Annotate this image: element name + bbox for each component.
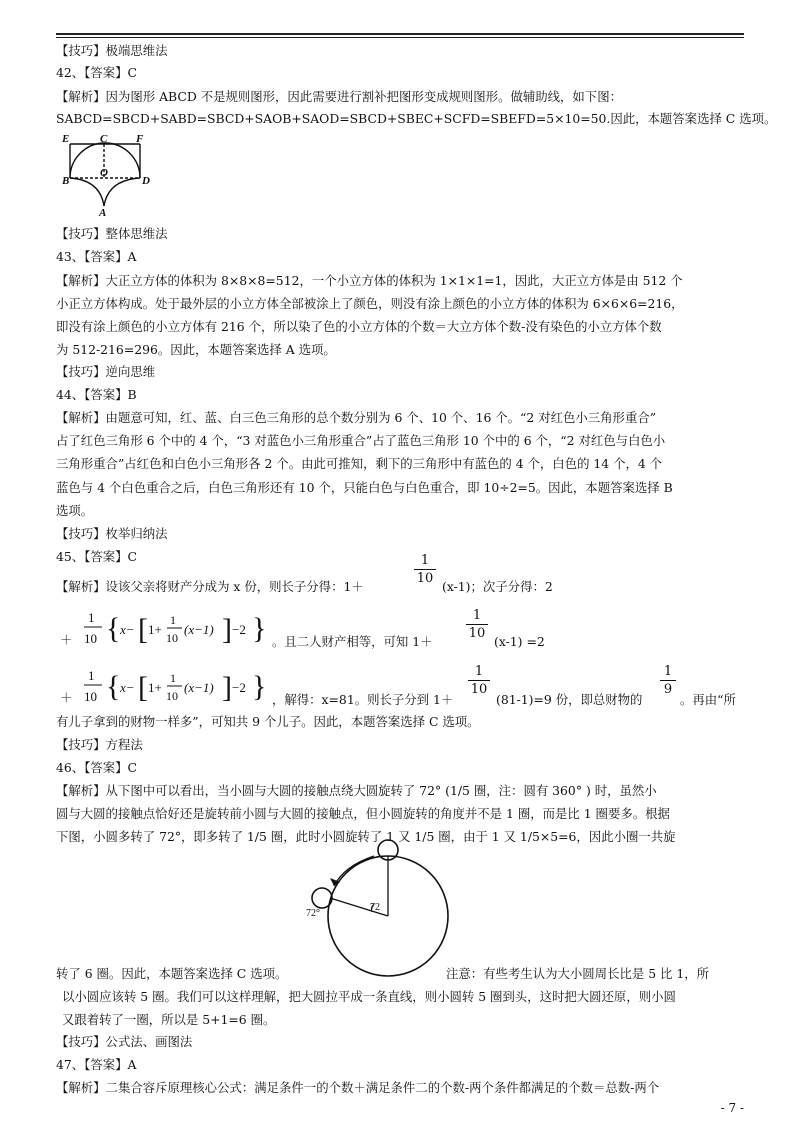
arc-left bbox=[70, 178, 104, 206]
label-f: F bbox=[136, 133, 144, 145]
analysis-line: 为 512-216=296。因此，本题答案选择 A 选项。 bbox=[56, 342, 336, 357]
expr-minus-2: −2 bbox=[232, 680, 246, 695]
expr-inner-den: 10 bbox=[166, 631, 178, 645]
label-c: C bbox=[100, 133, 108, 145]
analysis-line: 【解析】大正立方体的体积为 8×8×8=512，一个小立方体的体积为 1×1×1=1，因此，大正立方体是由 512 个 bbox=[56, 273, 683, 288]
answer-line: 47、【答案】A bbox=[56, 1057, 137, 1072]
analysis-line: 圆与大圆的接触点恰好还是旋转前小圆与大圆的接触点，但小圆旋转的角度并不是 1 圈，而是比 1 圈要多。根据 bbox=[56, 806, 670, 821]
expr-frac-den: 10 bbox=[84, 631, 97, 646]
plus-sign: ＋ bbox=[60, 690, 73, 705]
tip-line: 【技巧】极端思维法 bbox=[56, 43, 168, 58]
expr-one-plus: 1+ bbox=[148, 622, 162, 637]
analysis-text: (81-1)=9 份，即总财物的 bbox=[496, 692, 643, 707]
answer-line: 46、【答案】C bbox=[56, 760, 138, 775]
label-d: D bbox=[142, 175, 150, 187]
analysis-line: 有儿子拿到的财物一样多”，可知共 9 个儿子。因此，本题答案选择 C 选项。 bbox=[56, 714, 480, 729]
answer-line: 45、【答案】C bbox=[56, 549, 138, 564]
analysis-line: 又跟着转了一圈，所以是 5+1=6 圈。 bbox=[62, 1012, 276, 1027]
bracket-right: ] bbox=[222, 671, 232, 704]
brace-right: } bbox=[252, 612, 267, 645]
expr-inner-num: 1 bbox=[170, 671, 176, 685]
analysis-line: 蓝色与 4 个白色重合之后，白色三角形还有 10 个，只能白色与白色重合，即 10÷2=5。因此，本题答案选择 B bbox=[56, 480, 673, 495]
analysis-line: 即没有涂上颜色的小立方体有 216 个，所以染了色的小立方体的个数＝大立方体个数-没有染色的小立方体个数 bbox=[56, 319, 662, 334]
expr-minus-2: −2 bbox=[232, 622, 246, 637]
analysis-line: 【解析】因为图形 ABCD 不是规则图形，因此需要进行割补把图形变成规则图形。做辅助线，如下图： bbox=[56, 89, 622, 104]
plus-sign: ＋ bbox=[60, 632, 73, 647]
label-a: A bbox=[99, 207, 107, 216]
figure-abcd-diagram bbox=[62, 132, 158, 216]
analysis-line: 【解析】设该父亲将财产分成为 x 份，则长子分得：1＋ bbox=[56, 579, 364, 594]
analysis-line: SABCD=SBCD+SABD=SBCD+SAOB+SAOD=SBCD+SBEC+SCFD=SBEFD=5×10=50.因此，本题答案选择 C 选项。 bbox=[56, 111, 777, 126]
brace-left: { bbox=[106, 612, 121, 645]
brace-right: } bbox=[252, 670, 267, 703]
figure-circle-rotation bbox=[300, 838, 460, 980]
analysis-line: 下图，小圆多转了 72°，即多转了 1/5 圈，此时小圆旋转了 1 又 1/5 圈，由于 1 又 1/5×5=6，因此小圈一共旋 bbox=[56, 829, 676, 844]
tip-line: 【技巧】逆向思维 bbox=[56, 364, 156, 379]
tip-line: 【技巧】方程法 bbox=[56, 737, 143, 752]
expr-x-minus: x− bbox=[120, 622, 135, 637]
analysis-line: 【解析】从下图中可以看出，当小圆与大圆的接触点绕大圆旋转了 72° (1/5 圈，注：圆有 360° ) 时，虽然小 bbox=[56, 783, 657, 798]
analysis-line: 选项。 bbox=[56, 503, 94, 518]
header-rule-thin bbox=[56, 37, 744, 38]
brace-left: { bbox=[106, 670, 121, 703]
answer-line: 42、【答案】C bbox=[56, 65, 138, 80]
expr-one-plus: 1+ bbox=[148, 680, 162, 695]
tip-line: 【技巧】整体思维法 bbox=[56, 226, 168, 241]
expr-inner-den: 10 bbox=[166, 689, 178, 703]
expr-frac-num: 1 bbox=[88, 610, 95, 625]
bracket-right: ] bbox=[222, 613, 232, 646]
angle-label-outer: 72° bbox=[306, 908, 320, 919]
expression-bracket-1 bbox=[82, 606, 272, 654]
expr-x-minus-1: (x−1) bbox=[184, 622, 214, 637]
analysis-line: 以小圆应该转 5 圈。我们可以这样理解，把大圆拉平成一条直线，则小圆转 5 圈到头，这时把大圆还原，则小圆 bbox=[62, 989, 676, 1004]
analysis-line: 【解析】由题意可知，红、蓝、白三色三角形的总个数分别为 6 个、10 个、16 个。“2 对红色小三角形重合” bbox=[56, 410, 657, 425]
analysis-text: 。且二人财产相等，可知 1＋ bbox=[272, 634, 433, 649]
expr-x-minus-1: (x−1) bbox=[184, 680, 214, 695]
label-e: E bbox=[62, 133, 70, 145]
answer-line: 43、【答案】A bbox=[56, 249, 137, 264]
analysis-text: (x-1) =2 bbox=[494, 634, 545, 649]
expr-frac-den: 10 bbox=[84, 689, 97, 704]
bracket-left: [ bbox=[138, 671, 148, 704]
expr-inner-num: 1 bbox=[170, 613, 176, 627]
fraction-1-10: 1 10 bbox=[414, 553, 436, 586]
header-rule-thick bbox=[56, 33, 744, 35]
fraction-1-10: 1 10 bbox=[466, 608, 488, 641]
analysis-text: (x-1)；次子分得：2 bbox=[442, 579, 553, 594]
analysis-line: 三角形重合”占红色和白色小三角形各 2 个。由此可推知，剩下的三角形中有蓝色的 4 个，白色的 14 个，4 个 bbox=[56, 456, 663, 471]
page-number: - 7 - bbox=[720, 1101, 744, 1115]
expr-frac-num: 1 bbox=[88, 668, 95, 683]
bracket-left: [ bbox=[138, 613, 148, 646]
arc-right bbox=[104, 178, 140, 206]
expression-bracket-2 bbox=[82, 664, 272, 712]
label-o: O bbox=[100, 167, 108, 179]
tip-line: 【技巧】公式法、画图法 bbox=[56, 1034, 193, 1049]
tip-line: 【技巧】枚举归纳法 bbox=[56, 526, 168, 541]
analysis-text: 。再由“所 bbox=[680, 692, 736, 707]
analysis-line: 【解析】二集合容斥原理核心公式：满足条件一的个数＋满足条件二的个数-两个条件都满足的个数＝总数-两个 bbox=[56, 1080, 660, 1095]
small-circle-left bbox=[312, 888, 332, 908]
analysis-line: 小正立方体构成。处于最外层的小立方体全部被涂上了颜色，则没有涂上颜色的小立方体的体积为 6×6×6=216， bbox=[56, 296, 684, 311]
expr-x-minus: x− bbox=[120, 680, 135, 695]
analysis-text: ，解得：x=81。则长子分到 1＋ bbox=[272, 692, 454, 707]
analysis-line: 转了 6 圈。因此，本题答案选择 C 选项。 bbox=[56, 966, 288, 981]
angle-label-inner: 72 bbox=[370, 902, 380, 913]
label-b: B bbox=[62, 175, 70, 187]
answer-line: 44、【答案】B bbox=[56, 387, 137, 402]
fraction-1-9: 1 9 bbox=[660, 664, 676, 697]
analysis-text: 注意：有些考生认为大小圆周长比是 5 比 1，所 bbox=[446, 966, 710, 981]
rotation-arrow bbox=[334, 856, 374, 886]
analysis-line: 占了红色三角形 6 个中的 4 个，“3 对蓝色小三角形重合”占了蓝色三角形 10 个中的 6 个，“2 对红色与白色小 bbox=[56, 433, 666, 448]
fraction-1-10: 1 10 bbox=[468, 664, 490, 697]
